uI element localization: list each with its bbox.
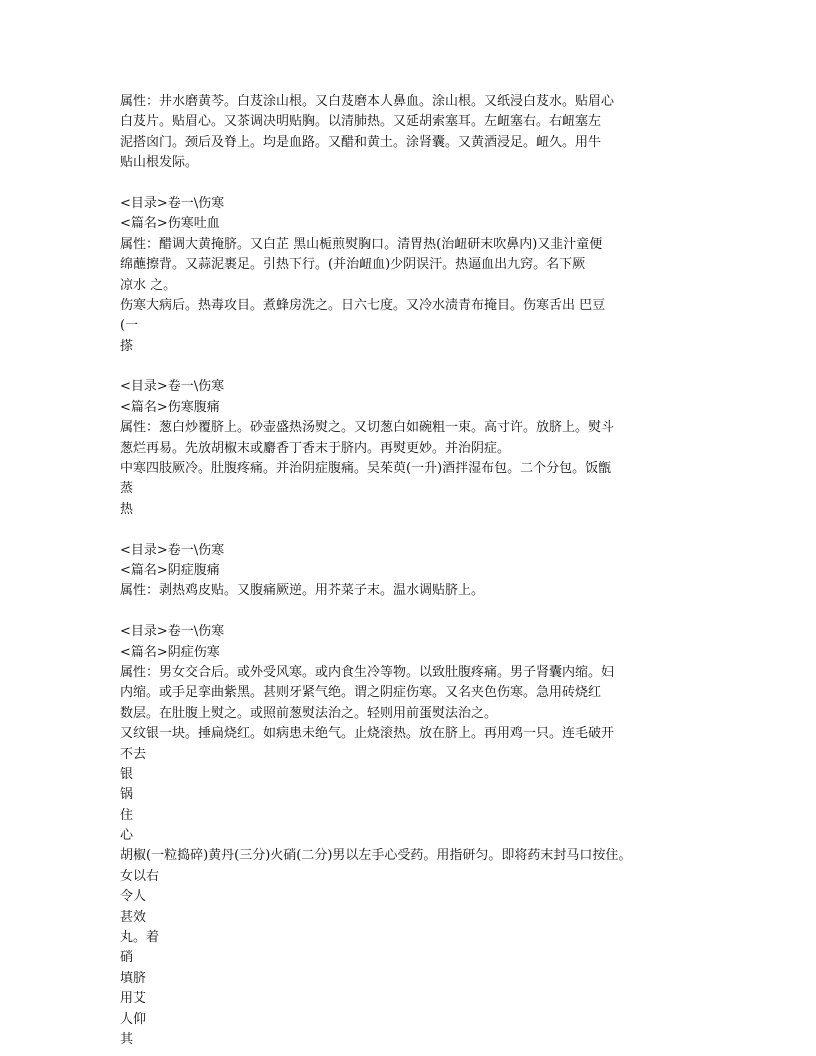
text-line: 属性：葱白炒覆脐上。砂壶盛热汤熨之。又切葱白如碗粗一束。高寸许。放脐上。熨斗: [120, 420, 615, 436]
text-line: 女以右: [120, 868, 160, 884]
blank-line: [120, 174, 700, 194]
catalog-heading: <目录>卷一\伤寒: [120, 379, 225, 395]
text-line: 银: [120, 766, 134, 782]
text-line: 住: [120, 807, 134, 823]
text-line: 绵蘸擦背。又蒜泥裹足。引热下行。(并治衄血)少阴误汗。热逼血出九窍。名下厥: [120, 257, 586, 273]
text-line: 令人: [120, 889, 147, 905]
text-line: 属性：井水磨黄芩。白芨涂山根。又白芨磨本人鼻血。涂山根。又纸浸白芨水。贴眉心: [120, 94, 615, 109]
text-line: 伤寒大病后。热毒攻目。煮蜂房洗之。日六七度。又冷水渍青布掩目。伤寒舌出 巴豆: [120, 297, 606, 313]
text-line: 人仰: [120, 1011, 147, 1027]
text-line: 丸。着: [120, 930, 160, 946]
text-line: 属性：剥热鸡皮贴。又腹痛厥逆。用芥菜子末。温水调贴脐上。: [120, 583, 485, 599]
text-line: 锅: [120, 787, 134, 803]
text-line: 热: [120, 501, 134, 517]
text-line: 内缩。或手足挛曲紫黑。甚则牙紧气绝。谓之阴症伤寒。又名夹色伤寒。急用砖烧红: [120, 685, 602, 701]
catalog-heading: <目录>卷一\伤寒: [120, 195, 225, 211]
text-line: 泥搭囟门。颈后及脊上。均是血路。又醋和黄土。涂肾囊。又黄酒浸足。衄久。用牛: [120, 134, 602, 150]
catalog-heading: <目录>卷一\伤寒: [120, 542, 225, 558]
catalog-heading: <目录>卷一\伤寒: [120, 624, 225, 640]
text-line: 贴山根发际。: [120, 155, 199, 171]
text-line: 白芨片。贴眉心。又茶调决明贴胸。以清肺热。又延胡索塞耳。左衄塞右。右衄塞左: [120, 114, 602, 130]
text-line: 葱烂再易。先放胡椒末或麝香丁香末于脐内。再熨更妙。并治阴症。: [120, 440, 511, 456]
text-line: 搽: [120, 338, 134, 354]
document-page: [120, 92, 700, 1050]
text-line: 中寒四肢厥冷。肚腹疼痛。并治阴症腹痛。吴茱萸(一升)酒拌湿布包。二个分包。饭甑: [120, 461, 612, 477]
text-line: 蒸: [120, 481, 134, 497]
text-line: 胡椒(一粒捣碎)黄丹(三分)火硝(二分)男以左手心受药。用指研匀。即将药末封马口按住。: [120, 848, 632, 864]
text-line: 用艾: [120, 991, 147, 1007]
text-line: 又纹银一块。捶扁烧红。如病患未绝气。止烧滚热。放在脐上。再用鸡一只。连毛破开: [120, 726, 615, 742]
text-line: 属性：醋调大黄掩脐。又白芷 黑山栀煎熨胸口。清胃热(治衄研末吹鼻内)又韭汁童便: [120, 236, 603, 252]
text-line: (一: [120, 318, 139, 334]
text-line: 数层。在肚腹上熨之。或照前葱熨法治之。轻则用前蛋熨法治之。: [120, 705, 498, 721]
section-title: <篇名>阴症腹痛: [120, 562, 220, 578]
text-line: 甚效: [120, 909, 147, 925]
blank-line: [120, 357, 700, 377]
text-line: 属性：男女交合后。或外受风寒。或内食生冷等物。以致肚腹疼痛。男子肾囊内缩。妇: [120, 664, 615, 680]
blank-line: [120, 602, 700, 622]
section-title: <篇名>阴症伤寒: [120, 644, 220, 660]
section-title: <篇名>伤寒腹痛: [120, 399, 220, 415]
text-line: 填脐: [120, 970, 147, 986]
section-title: <篇名>伤寒吐血: [120, 216, 220, 232]
text-line: 其: [120, 1031, 134, 1047]
text-line: 心: [120, 828, 134, 844]
blank-line: [120, 520, 700, 540]
text-line: 凉水 之。: [120, 277, 177, 293]
text-line: 不去: [120, 746, 147, 762]
text-line: 硝: [120, 950, 134, 966]
